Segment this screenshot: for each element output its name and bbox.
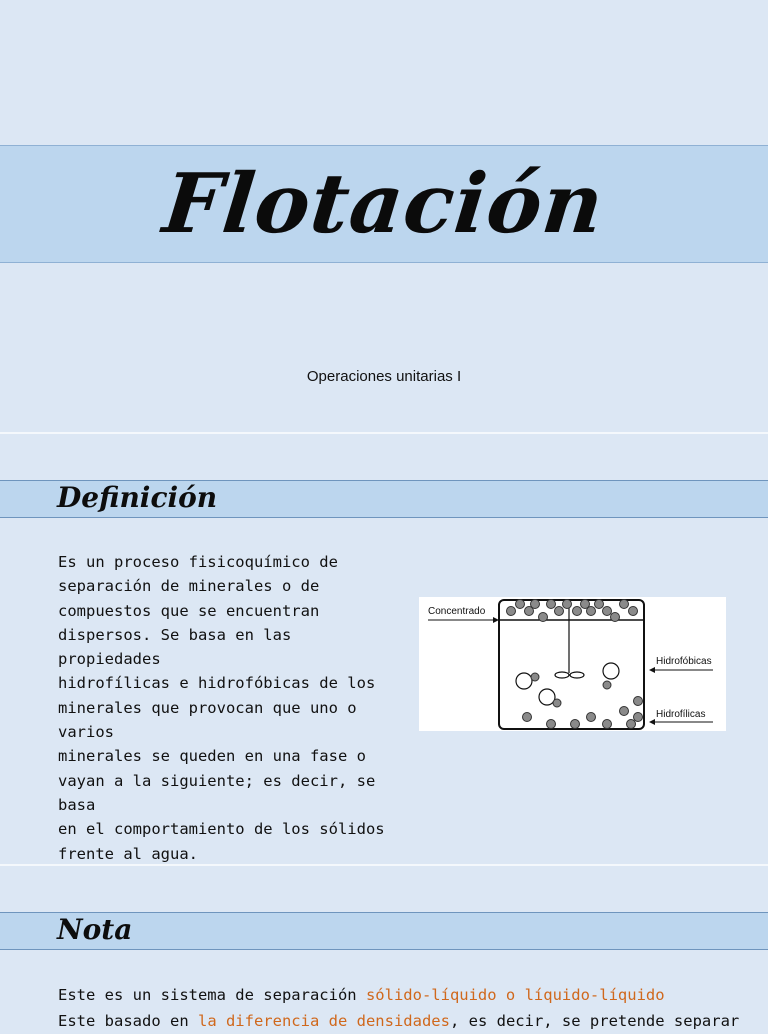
body-line: en el comportamiento de los sólidos xyxy=(58,820,385,839)
body-line: minerales que provocan que uno o varios xyxy=(58,698,357,742)
note-line-2 xyxy=(58,1009,758,1033)
label-hidrofobicas: Hidrofóbicas xyxy=(656,656,712,667)
subtitle: Operaciones unitarias I xyxy=(306,368,462,385)
note-highlight: sólido-líquido o líquido-líquido xyxy=(365,986,665,1004)
flotation-cell-svg xyxy=(419,597,726,731)
section-header-band xyxy=(0,912,768,950)
definition-body xyxy=(58,550,403,866)
section-heading: Definición xyxy=(57,481,218,514)
body-line: separación de minerales o de xyxy=(58,577,320,596)
body-line: compuestos que se encuentran xyxy=(58,601,320,620)
body-line: vayan a la siguiente; es decir, se basa xyxy=(58,771,376,814)
note-text: Este basado en xyxy=(58,1012,198,1031)
title-slide xyxy=(0,0,768,432)
note-line-1 xyxy=(58,983,758,1007)
note-highlight: la diferencia de densidades xyxy=(197,1012,450,1031)
note-text: Este es un sistema de separación xyxy=(58,986,366,1004)
body-line: minerales se queden en una fase o xyxy=(58,747,366,766)
flotation-cell-diagram xyxy=(419,597,726,731)
note-body xyxy=(58,983,758,1034)
label-hidrofilicas: Hidrofílicas xyxy=(656,709,706,720)
arrowhead xyxy=(649,719,655,725)
section-heading: Nota xyxy=(57,913,133,946)
body-line: hidrofílicas e hidrofóbicas de los xyxy=(58,674,376,693)
note-slide xyxy=(0,866,768,1031)
body-line: frente al agua. xyxy=(58,844,198,863)
page-title: Flotación xyxy=(159,156,609,252)
body-line: Es un proceso fisicoquímico de xyxy=(58,553,338,571)
body-line: dispersos. Se basa en las propiedades xyxy=(58,625,292,669)
note-text: , es decir, se pretende separar xyxy=(449,1012,740,1031)
label-concentrado: Concentrado xyxy=(428,606,486,617)
title-band xyxy=(0,145,768,263)
definition-slide xyxy=(0,434,768,864)
section-header-band xyxy=(0,480,768,518)
arrowhead xyxy=(649,667,655,673)
